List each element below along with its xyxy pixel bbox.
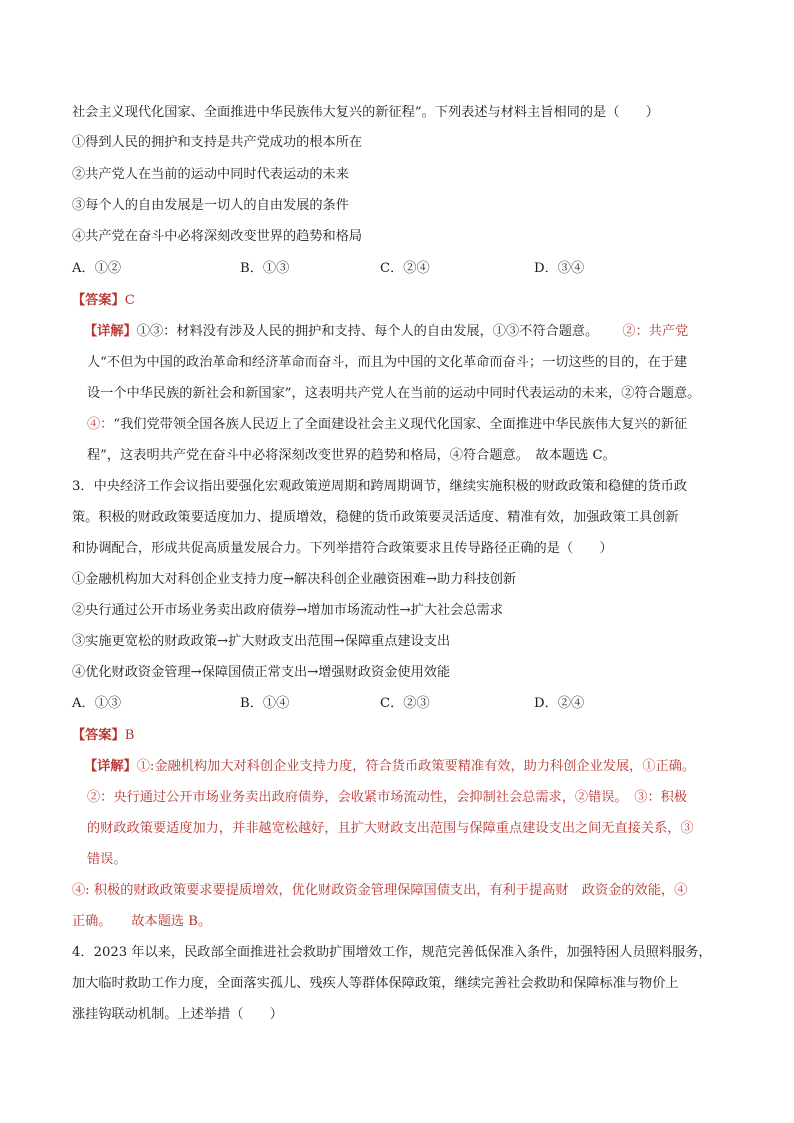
q3-option-d: D．②④	[534, 696, 585, 711]
q3-stem-line-1: 3．中央经济工作会议指出要强化宏观政策逆周期和跨周期调节，继续实施积极的财政政策和稳健的货币政	[72, 479, 688, 494]
q3-detail-line-2: ②：央行通过公开市场业务卖出政府债券，会收紧市场流动性，会抑制社会总需求，②错误。 ③：积极	[87, 790, 688, 805]
q3-detail-line-5: ④: 积极的财政政策要求要提质增效，优化财政资金管理保障国债支出，有利于提高财 政资金的效能，④	[72, 883, 688, 898]
q3-detail-line-1	[84, 758, 695, 776]
detail-text-red: ④：	[87, 417, 114, 432]
q2-stem: 社会主义现代化国家、全面推进中华民族伟大复兴的新征程”。下列表述与材料主旨相同的是（ ）	[72, 105, 659, 120]
q2-item-4: ④共产党在奋斗中必将深刻改变世界的趋势和格局	[72, 229, 363, 244]
q2-detail-line-5: 程”，这表明共产党在奋斗中必将深刻改变世界的趋势和格局，④符合题意。 故本题选 C。	[87, 448, 616, 463]
answer-value: B	[124, 728, 135, 743]
q3-option-a: A．①③	[72, 696, 122, 711]
q2-option-c: C．②④	[380, 261, 430, 276]
q3-item-4: ④优化财政资金管理→保障国债正常支出→增强财政资金使用效能	[72, 665, 451, 680]
q3-detail-line-4: 错误。	[87, 852, 127, 867]
q2-item-2: ②共产党人在当前的运动中同时代表运动的未来	[72, 167, 349, 182]
q4-stem-line-1: 4．2023 年以来，民政部全面推进社会救助扩围增效工作，规范完善低保准入条件，加强特困人员照料服务，	[72, 945, 712, 960]
q4-stem-line-2: 加大临时救助工作力度，全面落实孤儿、残疾人等群体保障政策，继续完善社会救助和保障标准与物价上	[72, 976, 679, 991]
q3-item-2: ②央行通过公开市场业务卖出政府债券→增加市场流动性→扩大社会总需求	[72, 603, 503, 618]
q2-item-1: ①得到人民的拥护和支持是共产党成功的根本所在	[72, 135, 363, 150]
detail-text-red: ②：共产党	[622, 324, 689, 339]
q3-item-3: ③实施更宽松的财政政策→扩大财政支出范围→保障重点建设支出	[72, 634, 451, 649]
q3-item-1: ①金融机构加大对科创企业支持力度→解决科创企业融资困难→助力科技创新	[72, 572, 517, 587]
q3-answer	[72, 727, 134, 745]
q4-stem-line-3: 涨挂钩联动机制。上述举措（ ）	[72, 1007, 283, 1022]
answer-tag: 【答案】	[72, 728, 125, 743]
detail-tag: 【详解】	[84, 759, 137, 774]
q3-detail-line-3: 的财政政策要适度加力，并非越宽松越好，且扩大财政支出范围与保障重点建设支出之间无直接关系，③	[87, 821, 694, 836]
q2-option-b: B．①③	[240, 261, 290, 276]
q2-option-d: D．③④	[534, 261, 585, 276]
q3-option-c: C．②③	[380, 696, 430, 711]
q2-detail-line-3: 设一个中华民族的新社会和新国家”，这表明共产党人在当前的运动中同时代表运动的未来，②符合题意。	[87, 386, 701, 401]
answer-tag: 【答案】	[72, 293, 125, 308]
q3-stem-line-3: 和协调配合，形成共促高质量发展合力。下列举措符合政策要求且传导路径正确的是（ ）	[72, 541, 613, 556]
q2-detail-line-2: 人“不但为中国的政治革命和经济革命而奋斗，而且为中国的文化革命而奋斗；一切这些的目的，在于建	[87, 355, 688, 370]
detail-tag: 【详解】	[84, 324, 137, 339]
q3-option-b: B．①④	[240, 696, 290, 711]
q2-detail-line-4	[87, 416, 687, 434]
q2-option-a: A．①②	[72, 261, 122, 276]
detail-text: ①:金融机构加大对科创企业支持力度，符合货币政策要精准有效，助力科创企业发展，①正确。	[136, 759, 696, 774]
detail-text: “我们党带领全国各族人民迈上了全面建设社会主义现代化国家、全面推进中华民族伟大复兴的新征	[113, 417, 688, 432]
detail-text: ①③：材料没有涉及人民的拥护和支持、每个人的自由发展，①③不符合题意。	[136, 324, 599, 339]
q3-stem-line-2: 策。积极的财政政策要适度加力、提质增效，稳健的货币政策要灵活适度、精准有效，加强政策工具创新	[72, 510, 679, 525]
q2-answer	[72, 292, 135, 310]
answer-value: C	[124, 293, 135, 308]
q3-detail-line-6: 正确。 故本题选 B。	[72, 914, 212, 929]
q2-item-3: ③每个人的自由发展是一切人的自由发展的条件	[72, 198, 349, 213]
q2-detail-line-1	[84, 323, 688, 341]
